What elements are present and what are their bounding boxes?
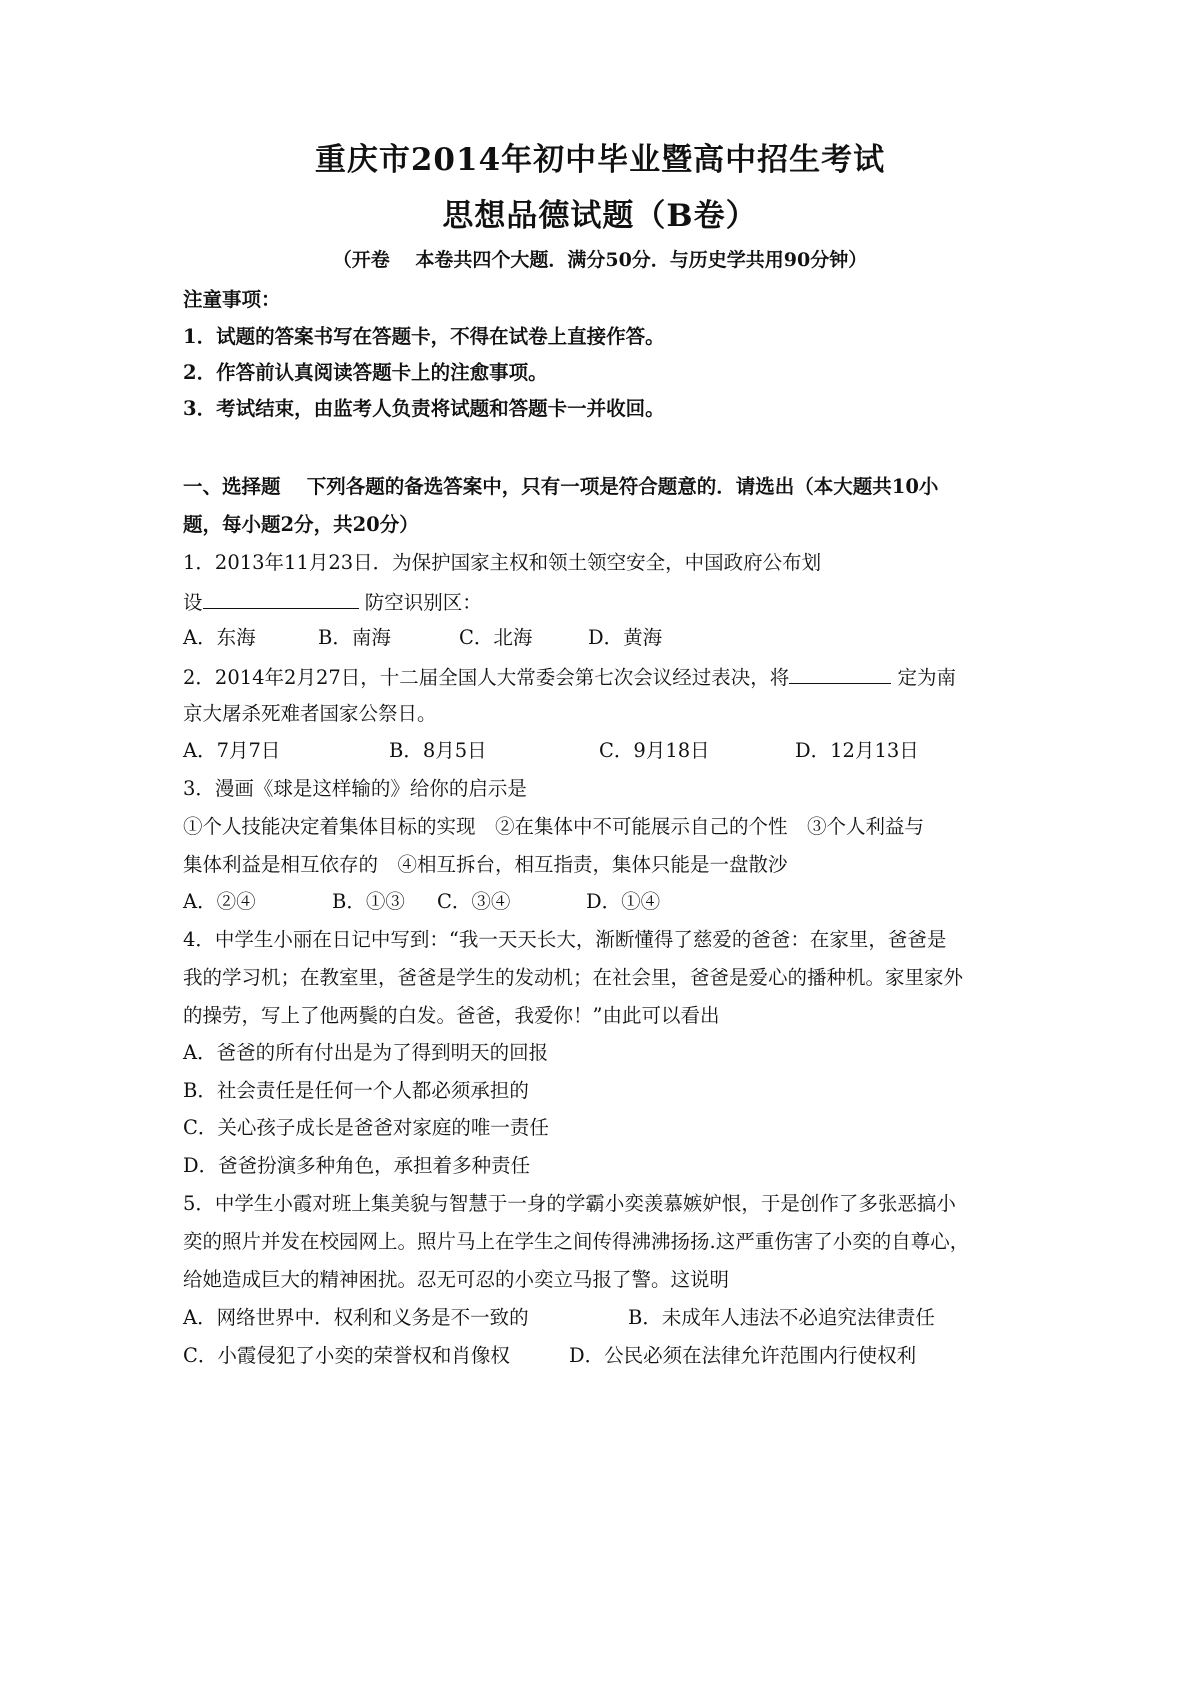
- question-5-stem-cont: 给她造成巨大的精神困扰。忍无可忍的小奕立马报了警。这说明: [183, 1268, 730, 1291]
- question-5-stem-cont: 奕的照片并发在校园网上。照片马上在学生之间传得沸沸扬扬.这严重伤害了小奕的自尊心，: [183, 1230, 970, 1253]
- question-1-stem: 1．2013年11月23日．为保护国家主权和领土领空安全，中国政府公布划: [183, 551, 822, 574]
- exam-title: 重庆市2014年初中毕业暨高中招生考试: [314, 142, 886, 178]
- question-2-option-d: D．12月13日: [795, 739, 919, 762]
- question-2-option-a: A．7月7日: [183, 739, 281, 762]
- question-4-option-d: D．爸爸扮演多种角色，承担着多种责任: [183, 1154, 531, 1177]
- question-4-option-b: B．社会责任是任何一个人都必须承担的: [183, 1079, 529, 1102]
- question-2-option-b: B．8月5日: [389, 739, 487, 762]
- note-item-1: 1．试题的答案书写在答题卡，不得在试卷上直接作答。: [183, 325, 665, 348]
- section-heading: 一、选择题 下列各题的备选答案中，只有一项是符合题意的．请选出（本大题共10小: [183, 475, 939, 498]
- question-1-blank-after: 防空识别区：: [358, 591, 482, 614]
- exam-info: （开卷 本卷共四个大题．满分50分．与历史学共用90分钟）: [332, 249, 868, 271]
- question-3-stem-cont: 集体利益是相互依存的 ④相互拆台，相互指责，集体只能是一盘散沙: [183, 853, 788, 876]
- question-3-option-d: D．①④: [586, 890, 661, 913]
- question-2-stem: [183, 663, 956, 691]
- question-3-option-c: C．③④: [437, 890, 511, 913]
- question-5-option-c: C．小霞侵犯了小奕的荣誉权和肖像权: [183, 1344, 510, 1367]
- question-5-option-b: B．未成年人违法不必追究法律责任: [628, 1306, 935, 1329]
- question-4-stem: 4．中学生小丽在日记中写到：“我一天天长大，渐断懂得了慈爱的爸爸：在家里，爸爸是: [183, 928, 947, 951]
- question-3-option-a: A．②④: [183, 890, 256, 913]
- question-4-stem-cont: 我的学习机；在教室里，爸爸是学生的发动机；在社会里，爸爸是爱心的播种机。家里家外: [183, 966, 964, 989]
- question-1-stem-cont: [183, 588, 482, 616]
- question-4-stem-cont: 的操劳，写上了他两鬓的白发。爸爸，我爱你！”由此可以看出: [183, 1004, 720, 1027]
- question-3-stem: 3．漫画《球是这样输的》给你的启示是: [183, 777, 527, 800]
- notes-heading: 注童事项：: [183, 288, 281, 311]
- question-2-blank-after: 定为南: [891, 666, 956, 689]
- note-item-2: 2．作答前认真阅读答题卡上的注愈事项。: [183, 361, 548, 384]
- question-1-option-c: C．北海: [459, 626, 533, 649]
- question-2-blank-before: 2．2014年2月27日，十二届全国人大常委会第七次会议经过表决，将: [183, 666, 790, 689]
- question-5-stem: 5．中学生小霞对班上集美貌与智慧于一身的学霸小奕羡慕嫉妒恨，于是创作了多张恶搞小: [183, 1192, 956, 1215]
- section-heading-cont: 题，每小题2分，共20分）: [183, 513, 419, 536]
- question-1-blank-before: 设: [183, 591, 203, 614]
- answer-blank: [203, 588, 359, 609]
- question-2-stem-cont: 京大屠杀死难者国家公祭日。: [183, 702, 437, 725]
- exam-subject-title: 思想品德试题（B卷）: [442, 198, 758, 234]
- question-1-option-d: D．黄海: [588, 626, 663, 649]
- note-item-3: 3．考试结束，由监考人负责将试题和答题卡一并收回。: [183, 397, 665, 420]
- question-1-option-b: B．南海: [318, 626, 391, 649]
- question-4-option-c: C．关心孩子成长是爸爸对家庭的唯一责任: [183, 1116, 549, 1139]
- question-3-stem-cont: ①个人技能决定着集体目标的实现 ②在集体中不可能展示自己的个性 ③个人利益与: [183, 815, 925, 838]
- question-2-option-c: C．9月18日: [599, 739, 710, 762]
- question-3-option-b: B．①③: [332, 890, 405, 913]
- question-4-option-a: A．爸爸的所有付出是为了得到明天的回报: [183, 1041, 549, 1064]
- answer-blank: [789, 663, 891, 684]
- question-5-option-d: D．公民必须在法律允许范围内行使权利: [569, 1344, 917, 1367]
- question-5-option-a: A．网络世界中．权利和义务是不一致的: [183, 1306, 529, 1329]
- question-1-option-a: A．东海: [183, 626, 256, 649]
